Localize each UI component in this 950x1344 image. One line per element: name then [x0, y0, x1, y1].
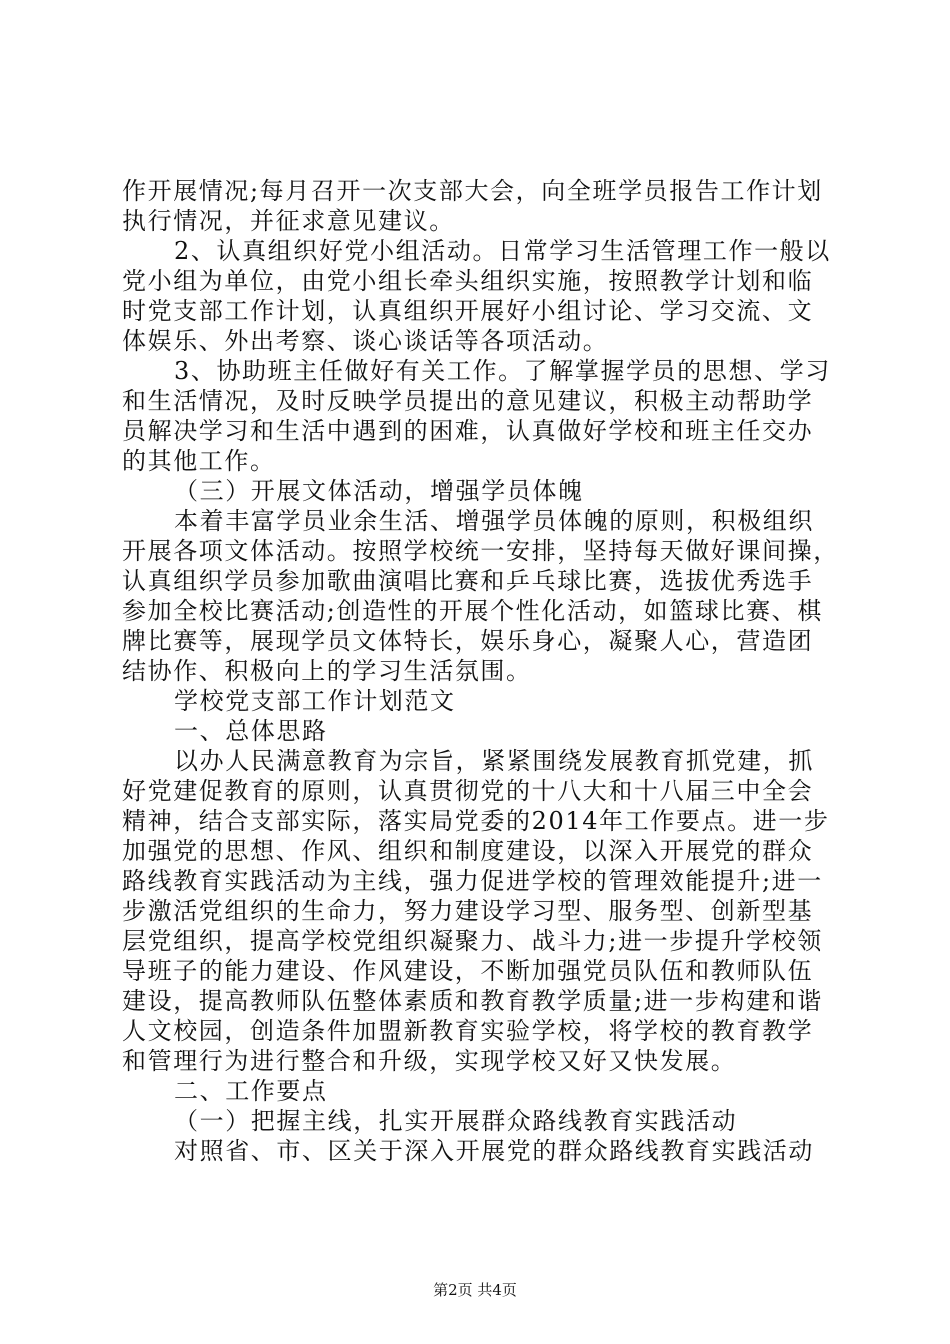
text-line: 和生活情况，及时反映学员提出的意见建议，积极主动帮助学: [122, 387, 814, 415]
text-line: 导班子的能力建设、作风建设，不断加强党员队伍和教师队伍: [122, 957, 814, 985]
text-line: 结协作、积极向上的学习生活氛围。: [122, 657, 532, 685]
text-line: 二、工作要点: [174, 1077, 328, 1105]
text-line: 步激活党组织的生命力，努力建设学习型、服务型、创新型基: [122, 897, 814, 925]
document-body: [122, 176, 842, 1166]
text-line: 3、协助班主任做好有关工作。了解掌握学员的思想、学习: [174, 357, 831, 385]
text-line: 党小组为单位，由党小组长牵头组织实施，按照教学计划和临: [122, 267, 814, 295]
text-line: （三）开展文体活动，增强学员体魄: [174, 477, 584, 505]
text-line: 的其他工作。: [122, 447, 276, 475]
text-line: 执行情况，并征求意见建议。: [122, 207, 455, 235]
text-line: 员解决学习和生活中遇到的困难，认真做好学校和班主任交办: [122, 417, 814, 445]
text-line: 对照省、市、区关于深入开展党的群众路线教育实践活动: [174, 1137, 814, 1165]
text-line: 2、认真组织好党小组活动。日常学习生活管理工作一般以: [174, 237, 831, 265]
text-line: 本着丰富学员业余生活、增强学员体魄的原则，积极组织: [174, 507, 814, 535]
text-line: 体娱乐、外出考察、谈心谈话等各项活动。: [122, 327, 609, 355]
text-line: 以办人民满意教育为宗旨，紧紧围绕发展教育抓党建，抓: [174, 747, 814, 775]
text-line: 和管理行为进行整合和升级，实现学校又好又快发展。: [122, 1047, 737, 1075]
text-line: 人文校园，创造条件加盟新教育实验学校，将学校的教育教学: [122, 1017, 814, 1045]
text-line: 好党建促教育的原则，认真贯彻党的十八大和十八届三中全会: [122, 777, 814, 805]
text-line: 一、总体思路: [174, 717, 328, 745]
text-line: 时党支部工作计划，认真组织开展好小组讨论、学习交流、文: [122, 297, 814, 325]
text-line: 参加全校比赛活动;创造性的开展个性化活动，如篮球比赛、棋: [122, 597, 823, 625]
text-line: 开展各项文体活动。按照学校统一安排，坚持每天做好课间操，: [122, 537, 839, 565]
text-line: 建设，提高教师队伍整体素质和教育教学质量;进一步构建和谐: [122, 987, 823, 1015]
page-footer: 第2页 共4页: [433, 1281, 517, 1299]
text-line: 作开展情况;每月召开一次支部大会，向全班学员报告工作计划: [122, 177, 823, 205]
text-line: 牌比赛等，展现学员文体特长，娱乐身心，凝聚人心，营造团: [122, 627, 814, 655]
text-line: 层党组织，提高学校党组织凝聚力、战斗力;进一步提升学校领: [122, 927, 823, 955]
text-line: 加强党的思想、作风、组织和制度建设，以深入开展党的群众: [122, 837, 814, 865]
text-line: 路线教育实践活动为主线，强力促进学校的管理效能提升;进一: [122, 867, 823, 895]
text-line: 精神，结合支部实际，落实局党委的2014年工作要点。进一步: [122, 807, 830, 835]
text-line: （一）把握主线，扎实开展群众路线教育实践活动: [174, 1107, 738, 1135]
text-line: 学校党支部工作计划范文: [174, 687, 456, 715]
text-line: 认真组织学员参加歌曲演唱比赛和乒乓球比赛，选拔优秀选手: [122, 567, 814, 595]
